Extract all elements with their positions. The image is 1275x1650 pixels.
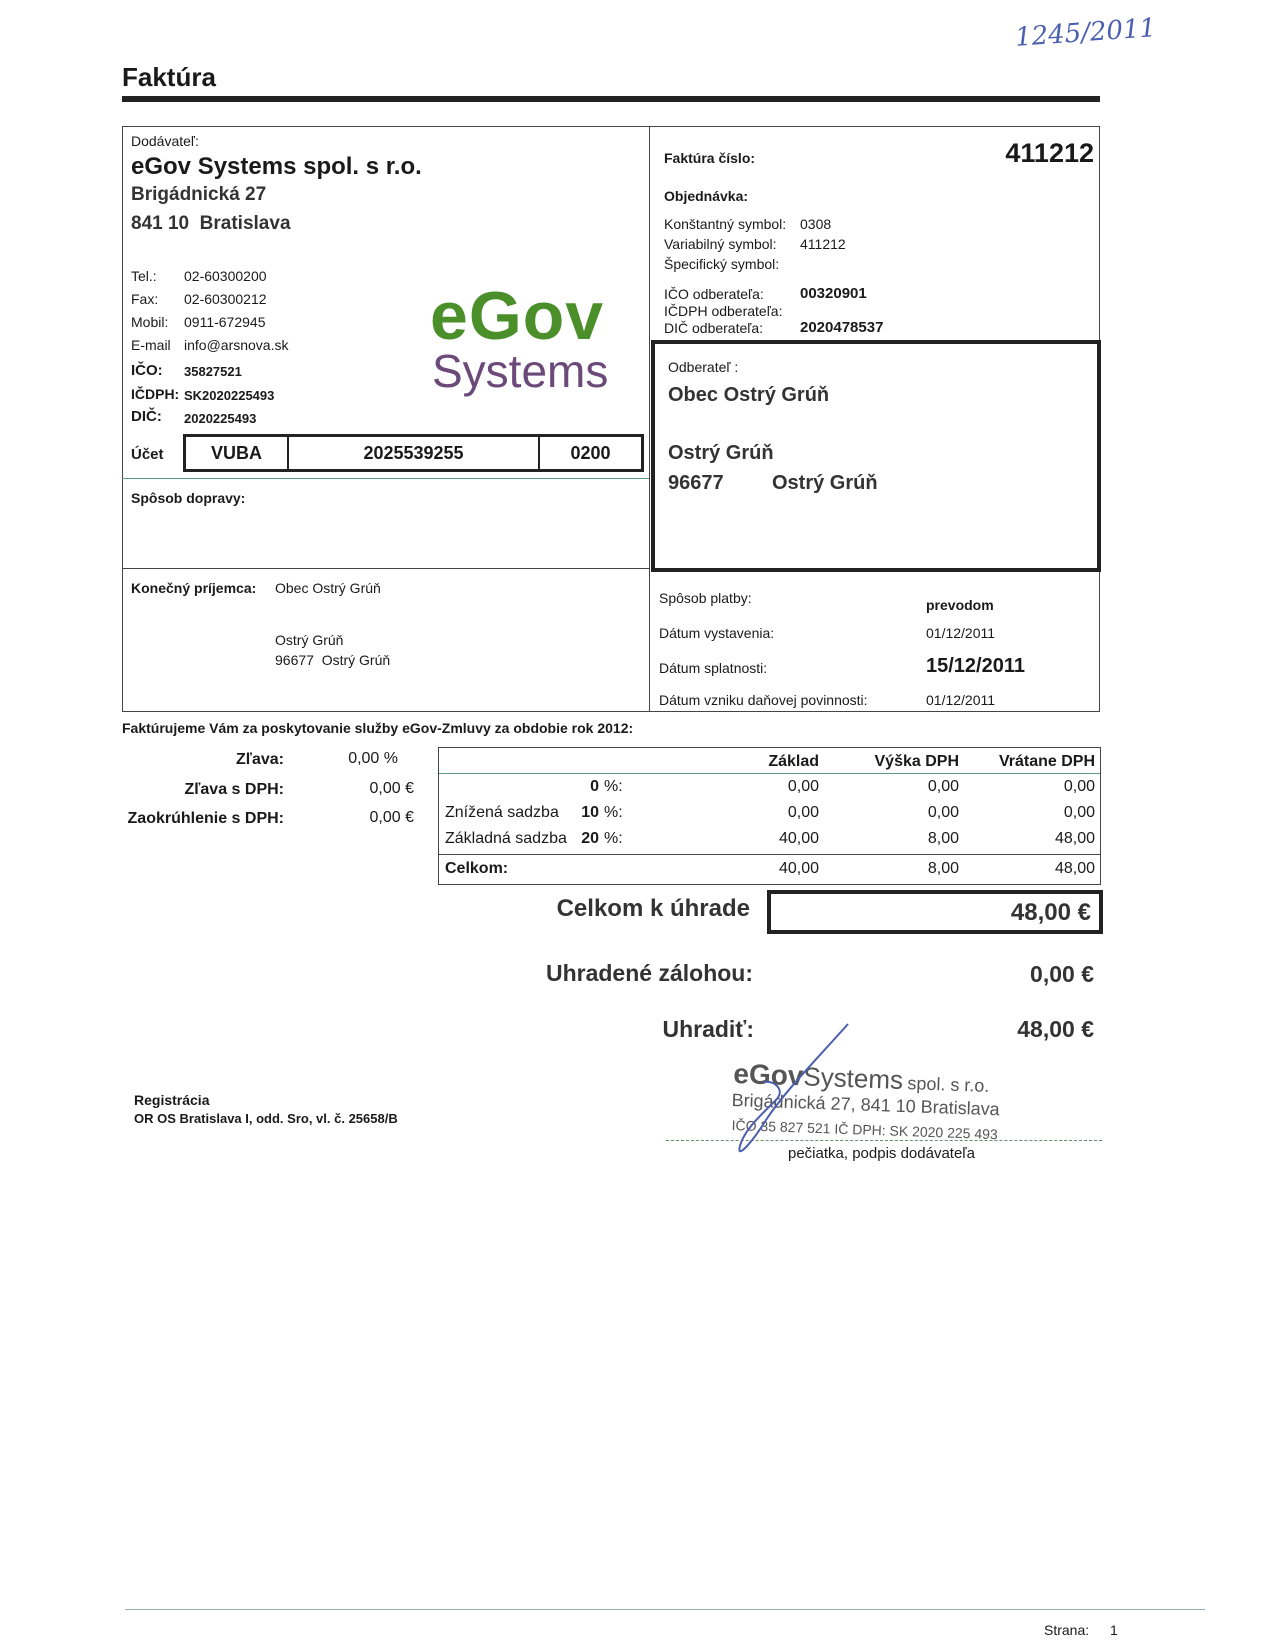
vat-row-pct: %:	[604, 830, 623, 847]
invoice-number: 411212	[1005, 138, 1094, 168]
account-rule	[122, 478, 649, 479]
mobil-label: Mobil:	[131, 314, 169, 330]
advance-value: 0,00 €	[1030, 961, 1094, 987]
vat-row-rate: 20	[581, 830, 599, 847]
rounding-label: Zaokrúhlenie s DPH:	[127, 810, 284, 827]
vat-row-pct: %:	[604, 778, 623, 795]
ico-label: IČO:	[131, 362, 163, 379]
buyer-box	[651, 340, 1101, 572]
bank-code: 0200	[570, 443, 611, 463]
to-pay-box	[767, 890, 1103, 934]
egov-logo-mark: eGov	[430, 278, 605, 354]
vat-header-vat: Výška DPH	[874, 753, 959, 770]
buyer-zip: 96677	[668, 472, 724, 494]
account-number: 2025539255	[363, 443, 464, 463]
var-symbol-value: 411212	[800, 236, 846, 252]
page-number: 1	[1110, 1622, 1118, 1638]
title-rule	[122, 96, 1100, 102]
vat-header-total: Vrátane DPH	[998, 753, 1095, 770]
to-pay-label: Celkom k úhrade	[556, 895, 750, 922]
supplier-label: Dodávateľ:	[131, 133, 199, 149]
discount-vat-label: Zľava s DPH:	[184, 781, 284, 798]
to-pay-value: 48,00 €	[1010, 899, 1091, 926]
transport-label: Spôsob dopravy:	[131, 490, 246, 506]
vat-row-vat: 0,00	[927, 778, 959, 795]
icdph-buyer-label: IČDPH odberateľa:	[664, 303, 783, 319]
page-label: Strana:	[1044, 1622, 1090, 1638]
discount-vat-value: 0,00 €	[369, 780, 414, 797]
vat-row-vat: 8,00	[927, 830, 959, 847]
tax-date-label: Dátum vzniku daňovej povinnosti:	[659, 692, 868, 708]
tax-date: 01/12/2011	[926, 692, 996, 708]
invoice-number-label: Faktúra číslo:	[664, 150, 756, 166]
page-title: Faktúra	[122, 62, 216, 92]
vat-row-base: 0,00	[787, 778, 819, 795]
ico-buyer-label: IČO odberateľa:	[664, 286, 764, 302]
ico-buyer-value: 00320901	[800, 285, 867, 302]
stamp-suffix: spol. s r.o.	[907, 1073, 990, 1096]
advance-label: Uhradené zálohou:	[545, 960, 753, 986]
vat-total-vat: 8,00	[927, 860, 959, 877]
vat-row-name: Základná sadzba	[445, 830, 567, 847]
vat-row-vat: 0,00	[927, 804, 959, 821]
spec-symbol-label: Špecifický symbol:	[664, 256, 780, 272]
vat-total-rule	[439, 854, 1100, 855]
vat-row-rate: 0	[590, 778, 599, 795]
remaining-value: 48,00 €	[1017, 1016, 1094, 1042]
supplier-street: Brigádnická 27	[131, 184, 267, 205]
final-recipient-name: Obec Ostrý Grúň	[275, 580, 381, 596]
stamp-ids: IČO 35 827 521 IČ DPH: SK 2020 225 493	[731, 1117, 999, 1143]
icdph-value: SK2020225493	[184, 388, 275, 403]
vat-total-label: Celkom:	[445, 860, 509, 877]
final-recipient-zip-city: 96677 Ostrý Grúň	[275, 652, 391, 668]
var-symbol-label: Variabilný symbol:	[664, 236, 777, 252]
vat-row-total: 0,00	[1063, 804, 1095, 821]
vat-total-base: 40,00	[778, 860, 819, 877]
dic-buyer-value: 2020478537	[800, 319, 884, 336]
final-recipient-street: Ostrý Grúň	[275, 632, 344, 648]
vat-row-name: Znížená sadzba	[445, 804, 559, 821]
email-label: E-mail	[131, 337, 171, 353]
signature-icon	[726, 1020, 856, 1170]
supplier-city: 841 10 Bratislava	[131, 213, 291, 234]
bank-name: VUBA	[210, 443, 262, 463]
dic-buyer-label: DIČ odberateľa:	[664, 320, 764, 336]
due-date: 15/12/2011	[926, 655, 1025, 677]
egov-logo-systems: Systems	[432, 345, 609, 397]
fax-label: Fax:	[131, 291, 159, 307]
tel-value: 02-60300200	[184, 268, 267, 284]
vat-row-base: 0,00	[787, 804, 819, 821]
buyer-name: Obec Ostrý Grúň	[668, 384, 830, 406]
rounding-value: 0,00 €	[369, 809, 414, 826]
dic-value: 2020225493	[184, 411, 257, 426]
handwritten-reference: 1245/2011	[1014, 13, 1157, 53]
discount-label: Zľava:	[236, 751, 284, 768]
stamp-brand-b: Systems	[802, 1061, 904, 1095]
vat-row-total: 48,00	[1054, 830, 1095, 847]
mobil-value: 0911-672945	[184, 314, 266, 330]
signature-caption: pečiatka, podpis dodávateľa	[788, 1145, 976, 1162]
tel-label: Tel.:	[131, 268, 157, 284]
vat-header-rule	[439, 773, 1100, 774]
footer-rule	[125, 1609, 1205, 1610]
buyer-label: Odberateľ :	[668, 359, 739, 375]
vat-row-rate: 10	[581, 804, 599, 821]
vat-row-base: 40,00	[778, 830, 819, 847]
vat-table	[438, 747, 1101, 885]
remaining-label: Uhradiť:	[662, 1016, 754, 1042]
final-recipient-label: Konečný príjemca:	[131, 580, 257, 596]
issued-label: Dátum vystavenia:	[659, 625, 775, 641]
const-symbol-value: 0308	[800, 216, 832, 232]
due-label: Dátum splatnosti:	[659, 660, 768, 676]
account-label: Účet	[131, 446, 164, 463]
vat-row-pct: %:	[604, 804, 623, 821]
registration-label: Registrácia	[134, 1092, 210, 1108]
buyer-street: Ostrý Grúň	[668, 442, 774, 464]
icdph-label: IČDPH:	[131, 386, 180, 402]
account-box	[183, 434, 644, 472]
frame-divider	[649, 126, 650, 712]
supplier-name: eGov Systems spol. s r.o.	[131, 153, 422, 180]
service-statement: Faktúrujeme Vám za poskytovanie služby eGov-Zmluvy za obdobie rok 2012:	[122, 720, 634, 736]
email-value: info@arsnova.sk	[184, 337, 289, 353]
vat-total-total: 48,00	[1054, 860, 1095, 877]
stamp-brand-a: eGov	[732, 1058, 804, 1092]
fax-value: 02-60300212	[184, 291, 267, 307]
order-label: Objednávka:	[664, 188, 749, 204]
stamp-address: Brigádnická 27, 841 10 Bratislava	[731, 1090, 1001, 1120]
registration-text: OR OS Bratislava I, odd. Sro, vl. č. 25658/B	[134, 1111, 398, 1126]
issued-date: 01/12/2011	[926, 625, 996, 641]
const-symbol-label: Konštantný symbol:	[664, 216, 787, 232]
payment-method: prevodom	[926, 597, 994, 613]
dic-label: DIČ:	[131, 408, 162, 425]
vat-row-total: 0,00	[1063, 778, 1095, 795]
discount-value: 0,00 %	[348, 750, 398, 767]
payment-method-label: Spôsob platby:	[659, 590, 752, 606]
left-section-divider	[122, 568, 649, 569]
ico-value: 35827521	[184, 364, 242, 379]
buyer-city: Ostrý Grúň	[772, 472, 878, 494]
vat-header-base: Základ	[768, 753, 819, 770]
